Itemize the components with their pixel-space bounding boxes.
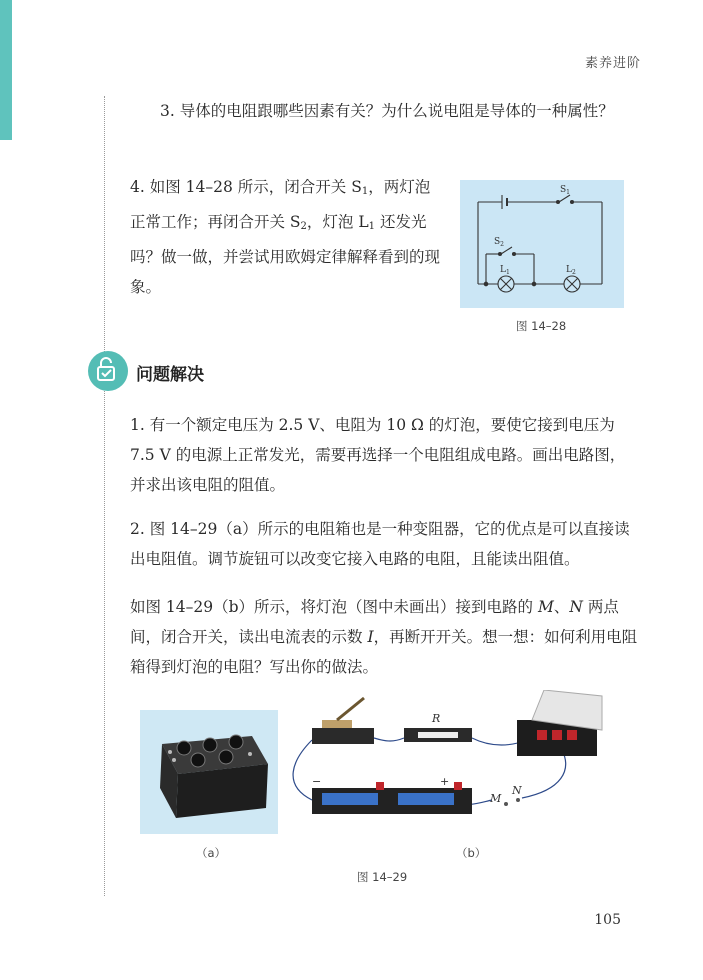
problem-2-continued: 如图 14–29（b）所示，将灯泡（图中未画出）接到电路的 M、N 两点间，闭合开关，读出电流表的示数 I，再断开开关。想一想：如何利用电阻箱得到灯泡的电阻？写出你的做法。 [130,598,638,676]
figure-14-28 [460,180,624,308]
section-title: 问题解决 [136,365,204,385]
s1-label: $S_1$ [560,185,570,196]
question-3: 3. 导体的电阻跟哪些因素有关？为什么说电阻是导体的一种属性？ [160,102,614,120]
edge-tab [0,0,12,140]
section-header: 素养进阶 [584,56,641,71]
label-r: R [432,712,441,725]
l2-label: $L_2$ [566,265,576,276]
figure-14-29-caption: 图 14–29 [357,870,408,884]
page-number: 105 [594,912,621,928]
label-plus: + [440,775,450,788]
label-n: N [512,784,522,797]
figure-a-label: （a） [196,846,227,860]
resistance-box-photo [140,710,278,834]
figure-14-28-caption: 图 14–28 [516,319,567,333]
problem-2: 2. 图 14–29（a）所示的电阻箱也是一种变阻器，它的优点是可以直接读出电阻值。调节旋钮可以改变它接入电路的电阻，且能读出阻值。 [130,520,630,568]
label-minus: − [312,775,322,788]
margin-rule [104,96,105,896]
label-m: M [490,792,502,805]
problem-solving-icon [88,351,128,391]
problem-1: 1. 有一个额定电压为 2.5 V、电阻为 10 Ω 的灯泡，要使它接到电压为 7.5 V 的电源上正常发光，需要再选择一个电阻组成电路。画出电路图，并求出该电阻的阻值。 [130,416,626,494]
figure-b-label: （b） [456,846,487,860]
question-4: 4. 如图 14–28 所示，闭合开关 $S_1$，两灯泡正常工作；再闭合开关 $S_2$，灯泡 $L_1$ 还发光吗？做一做，并尝试用欧姆定律解释看到的现象。 [130,178,441,296]
s2-label: $S_2$ [494,237,504,248]
l1-label: $L_1$ [500,265,510,276]
circuit-diagram [460,180,624,308]
circuit-photo [282,690,632,840]
